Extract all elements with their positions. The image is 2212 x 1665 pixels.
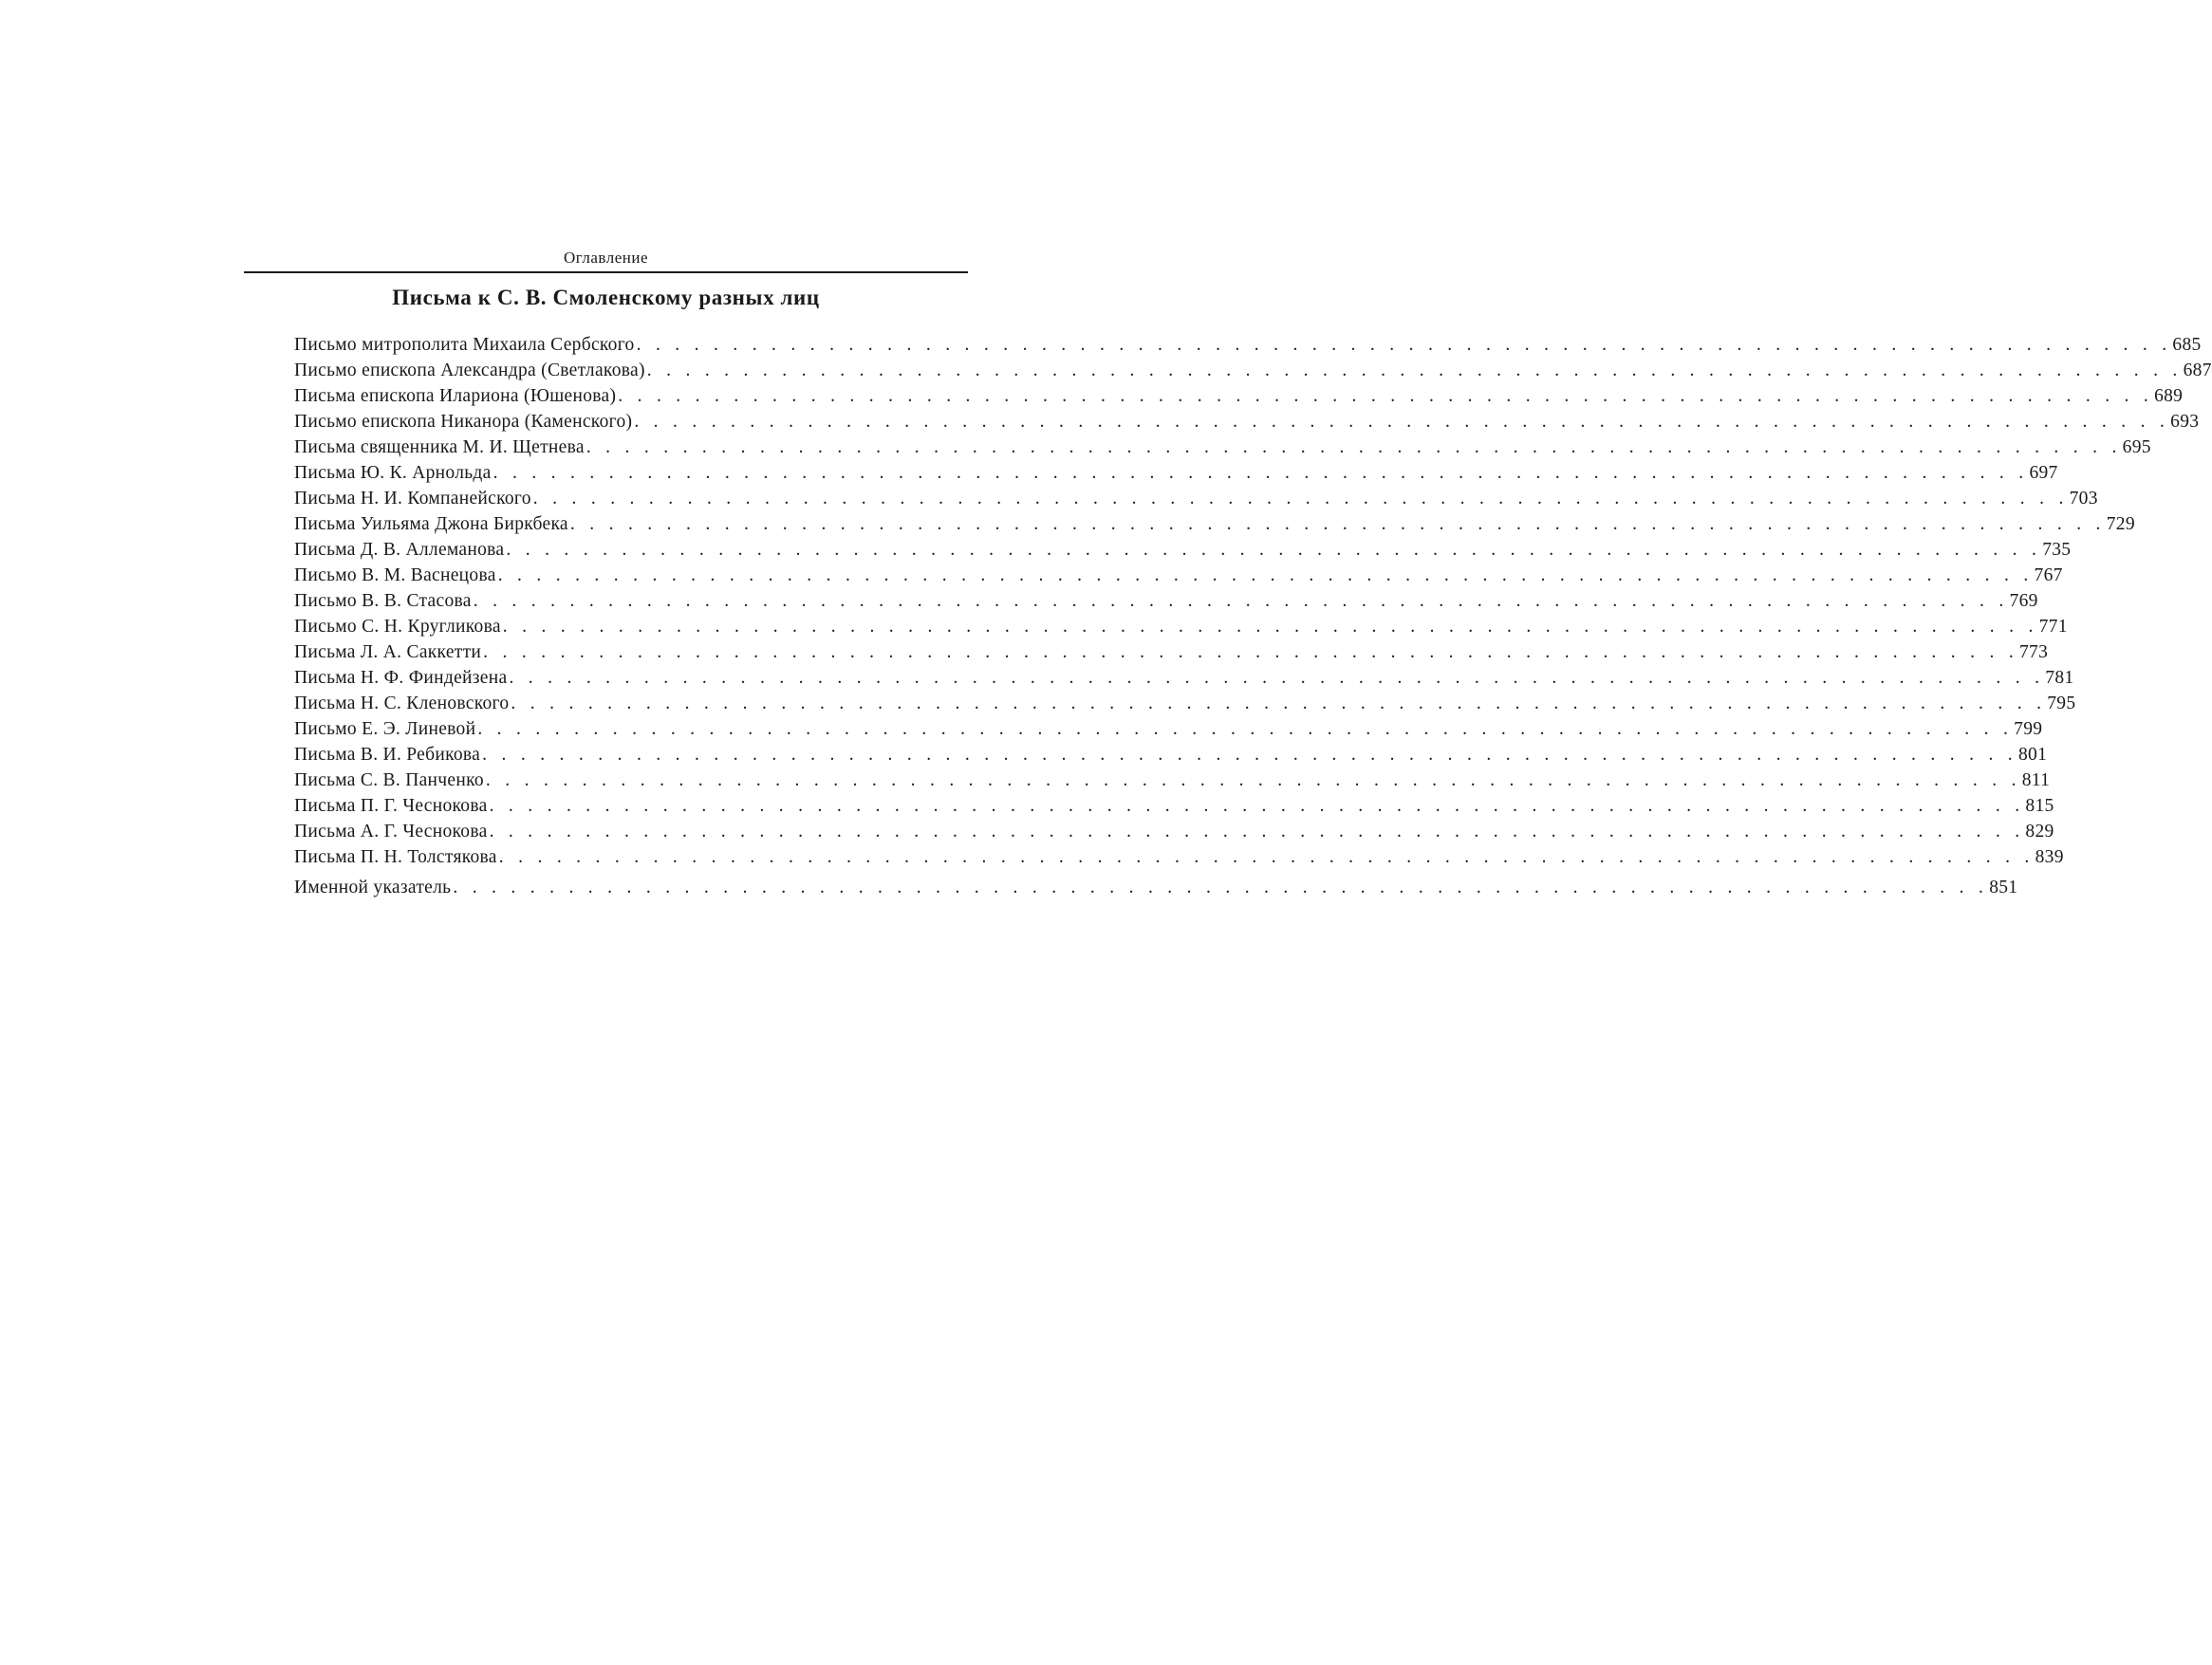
dot-leader: . . . . . . . . . . . . . . . . . . . . . . . . . . . . . . . . . . . . . . . . . . . . . . . . . . . . . . . . . . . . . . . . . . . . . . . . . . . . . . . . [634, 412, 2170, 432]
toc-entry-page-number: 729 [2106, 514, 2135, 534]
toc-entry [294, 511, 2135, 537]
toc-entry-page-number: 703 [2069, 489, 2098, 509]
toc-entry [294, 409, 2200, 435]
toc-entry-page-number: 781 [2045, 668, 2074, 688]
toc-entry [294, 537, 2072, 563]
toc-entry-page-number: 769 [2009, 591, 2038, 611]
toc-entry-title: Письмо С. Н. Кругликова [294, 617, 501, 637]
header-rule [244, 271, 968, 273]
dot-leader: . . . . . . . . . . . . . . . . . . . . . . . . . . . . . . . . . . . . . . . . . . . . . . . . . . . . . . . . . . . . . . . . . . . . . . . . . . . . . . . . [511, 694, 2047, 713]
section-title: Письма к С. В. Смоленскому разных лиц [392, 286, 820, 309]
toc-entry [294, 819, 2054, 844]
dot-leader: . . . . . . . . . . . . . . . . . . . . . . . . . . . . . . . . . . . . . . . . . . . . . . . . . . . . . . . . . . . . . . . . . . . . . . . . . . . . . . . . [532, 489, 2069, 509]
toc-entry [294, 486, 2098, 511]
toc-entry-title: Письма Н. С. Кленовского [294, 694, 510, 713]
toc-entry-title: Письма Л. А. Саккетти [294, 642, 482, 662]
toc-entry-page-number: 771 [2038, 617, 2068, 637]
dot-leader: . . . . . . . . . . . . . . . . . . . . . . . . . . . . . . . . . . . . . . . . . . . . . . . . . . . . . . . . . . . . . . . . . . . . . . . . . . . . . . . . [477, 719, 2014, 739]
dot-leader: . . . . . . . . . . . . . . . . . . . . . . . . . . . . . . . . . . . . . . . . . . . . . . . . . . . . . . . . . . . . . . . . . . . . . . . . . . . . . . . . [636, 335, 2172, 355]
toc-entry [294, 639, 2049, 665]
toc-entry-title: Письмо В. М. Васнецова [294, 565, 496, 585]
toc-entry-page-number: 685 [2172, 335, 2202, 355]
dot-leader: . . . . . . . . . . . . . . . . . . . . . . . . . . . . . . . . . . . . . . . . . . . . . . . . . . . . . . . . . . . . . . . . . . . . . . . . . . . . . . . . [502, 617, 2038, 637]
toc-entry-title: Письма С. В. Панченко [294, 770, 484, 790]
toc-entry-title: Письма епископа Илариона (Юшенова) [294, 386, 617, 406]
table-of-contents [294, 332, 2212, 900]
toc-entry-page-number: 801 [2017, 745, 2048, 765]
toc-entry-title: Письма П. Н. Толстякова [294, 847, 497, 867]
toc-entry [294, 768, 2051, 793]
toc-entry-page-number: 695 [2122, 437, 2151, 457]
toc-entry-title: Письма В. И. Ребикова [294, 745, 481, 765]
toc-entry-page-number: 829 [2025, 822, 2054, 842]
dot-leader: . . . . . . . . . . . . . . . . . . . . . . . . . . . . . . . . . . . . . . . . . . . . . . . . . . . . . . . . . . . . . . . . . . . . . . . . . . . . . . . . [453, 878, 1989, 897]
toc-entry-title: Письмо Е. Э. Линевой [294, 719, 476, 739]
toc-entry [294, 716, 2043, 742]
toc-entry [294, 358, 2212, 383]
dot-leader: . . . . . . . . . . . . . . . . . . . . . . . . . . . . . . . . . . . . . . . . . . . . . . . . . . . . . . . . . . . . . . . . . . . . . . . . . . . . . . . . [646, 361, 2183, 380]
toc-entry-title: Письмо епископа Никанора (Каменского) [294, 412, 633, 432]
dot-leader: . . . . . . . . . . . . . . . . . . . . . . . . . . . . . . . . . . . . . . . . . . . . . . . . . . . . . . . . . . . . . . . . . . . . . . . . . . . . . . . . [506, 540, 2042, 560]
toc-entry-page-number: 795 [2047, 694, 2076, 713]
toc-entry [294, 563, 2063, 588]
dot-leader: . . . . . . . . . . . . . . . . . . . . . . . . . . . . . . . . . . . . . . . . . . . . . . . . . . . . . . . . . . . . . . . . . . . . . . . . . . . . . . . . [473, 591, 2009, 611]
toc-entry [294, 588, 2038, 614]
toc-entry-page-number: 697 [2029, 463, 2058, 483]
dot-leader: . . . . . . . . . . . . . . . . . . . . . . . . . . . . . . . . . . . . . . . . . . . . . . . . . . . . . . . . . . . . . . . . . . . . . . . . . . . . . . . . [485, 770, 2021, 790]
document-page [244, 249, 2212, 897]
toc-entry-title: Письма Уильяма Джона Биркбека [294, 514, 568, 534]
toc-entry-page-number: 799 [2014, 719, 2043, 739]
dot-leader: . . . . . . . . . . . . . . . . . . . . . . . . . . . . . . . . . . . . . . . . . . . . . . . . . . . . . . . . . . . . . . . . . . . . . . . . . . . . . . . . [569, 514, 2106, 534]
toc-entry [294, 332, 2202, 358]
toc-entry [294, 383, 2184, 409]
toc-entry-title: Письма П. Г. Чеснокова [294, 796, 488, 816]
toc-entry-page-number: 735 [2042, 540, 2072, 560]
toc-entry-page-number: 773 [2019, 642, 2049, 662]
dot-leader: . . . . . . . . . . . . . . . . . . . . . . . . . . . . . . . . . . . . . . . . . . . . . . . . . . . . . . . . . . . . . . . . . . . . . . . . . . . . . . . . [489, 822, 2025, 842]
toc-entry-title: Письма Н. Ф. Финдейзена [294, 668, 508, 688]
dot-leader: . . . . . . . . . . . . . . . . . . . . . . . . . . . . . . . . . . . . . . . . . . . . . . . . . . . . . . . . . . . . . . . . . . . . . . . . . . . . . . . . [498, 847, 2035, 867]
toc-entry-page-number: 815 [2025, 796, 2054, 816]
dot-leader: . . . . . . . . . . . . . . . . . . . . . . . . . . . . . . . . . . . . . . . . . . . . . . . . . . . . . . . . . . . . . . . . . . . . . . . . . . . . . . . . [586, 437, 2122, 457]
toc-entry-title: Письма Д. В. Аллеманова [294, 540, 505, 560]
dot-leader: . . . . . . . . . . . . . . . . . . . . . . . . . . . . . . . . . . . . . . . . . . . . . . . . . . . . . . . . . . . . . . . . . . . . . . . . . . . . . . . . [482, 745, 2017, 765]
toc-entry [294, 614, 2068, 639]
toc-entry-page-number: 811 [2021, 770, 2051, 790]
toc-entry-title: Письмо епископа Александра (Светлакова) [294, 361, 645, 380]
dot-leader: . . . . . . . . . . . . . . . . . . . . . . . . . . . . . . . . . . . . . . . . . . . . . . . . . . . . . . . . . . . . . . . . . . . . . . . . . . . . . . . . [509, 668, 2045, 688]
dot-leader: . . . . . . . . . . . . . . . . . . . . . . . . . . . . . . . . . . . . . . . . . . . . . . . . . . . . . . . . . . . . . . . . . . . . . . . . . . . . . . . . [497, 565, 2034, 585]
dot-leader: . . . . . . . . . . . . . . . . . . . . . . . . . . . . . . . . . . . . . . . . . . . . . . . . . . . . . . . . . . . . . . . . . . . . . . . . . . . . . . . . [493, 463, 2029, 483]
toc-entry-title: Письма Н. И. Компанейского [294, 489, 531, 509]
running-head: Оглавление [564, 249, 648, 267]
dot-leader: . . . . . . . . . . . . . . . . . . . . . . . . . . . . . . . . . . . . . . . . . . . . . . . . . . . . . . . . . . . . . . . . . . . . . . . . . . . . . . . . [618, 386, 2154, 406]
toc-entry-page-number: 851 [1989, 878, 2018, 897]
toc-entry [294, 793, 2054, 819]
toc-entry [294, 691, 2076, 716]
toc-entry [294, 460, 2058, 486]
toc-entry-title: Письма священника М. И. Щетнева [294, 437, 585, 457]
toc-entry-title: Письмо В. В. Стасова [294, 591, 472, 611]
toc-entry-page-number: 693 [2170, 412, 2200, 432]
toc-entry [294, 435, 2151, 460]
toc-entry [294, 875, 2018, 900]
toc-entry-title: Именной указатель [294, 878, 452, 897]
toc-entry-page-number: 839 [2035, 847, 2064, 867]
toc-entry-page-number: 767 [2034, 565, 2063, 585]
toc-entry [294, 742, 2048, 768]
toc-entry-page-number: 687 [2183, 361, 2212, 380]
dot-leader: . . . . . . . . . . . . . . . . . . . . . . . . . . . . . . . . . . . . . . . . . . . . . . . . . . . . . . . . . . . . . . . . . . . . . . . . . . . . . . . . [489, 796, 2025, 816]
toc-entry-title: Письмо митрополита Михаила Сербского [294, 335, 635, 355]
toc-entry [294, 665, 2074, 691]
toc-entry-title: Письма Ю. К. Арнольда [294, 463, 492, 483]
dot-leader: . . . . . . . . . . . . . . . . . . . . . . . . . . . . . . . . . . . . . . . . . . . . . . . . . . . . . . . . . . . . . . . . . . . . . . . . . . . . . . . . [483, 642, 2018, 662]
toc-entry-page-number: 689 [2154, 386, 2184, 406]
toc-entry [294, 844, 2064, 870]
toc-entry-title: Письма А. Г. Чеснокова [294, 822, 488, 842]
